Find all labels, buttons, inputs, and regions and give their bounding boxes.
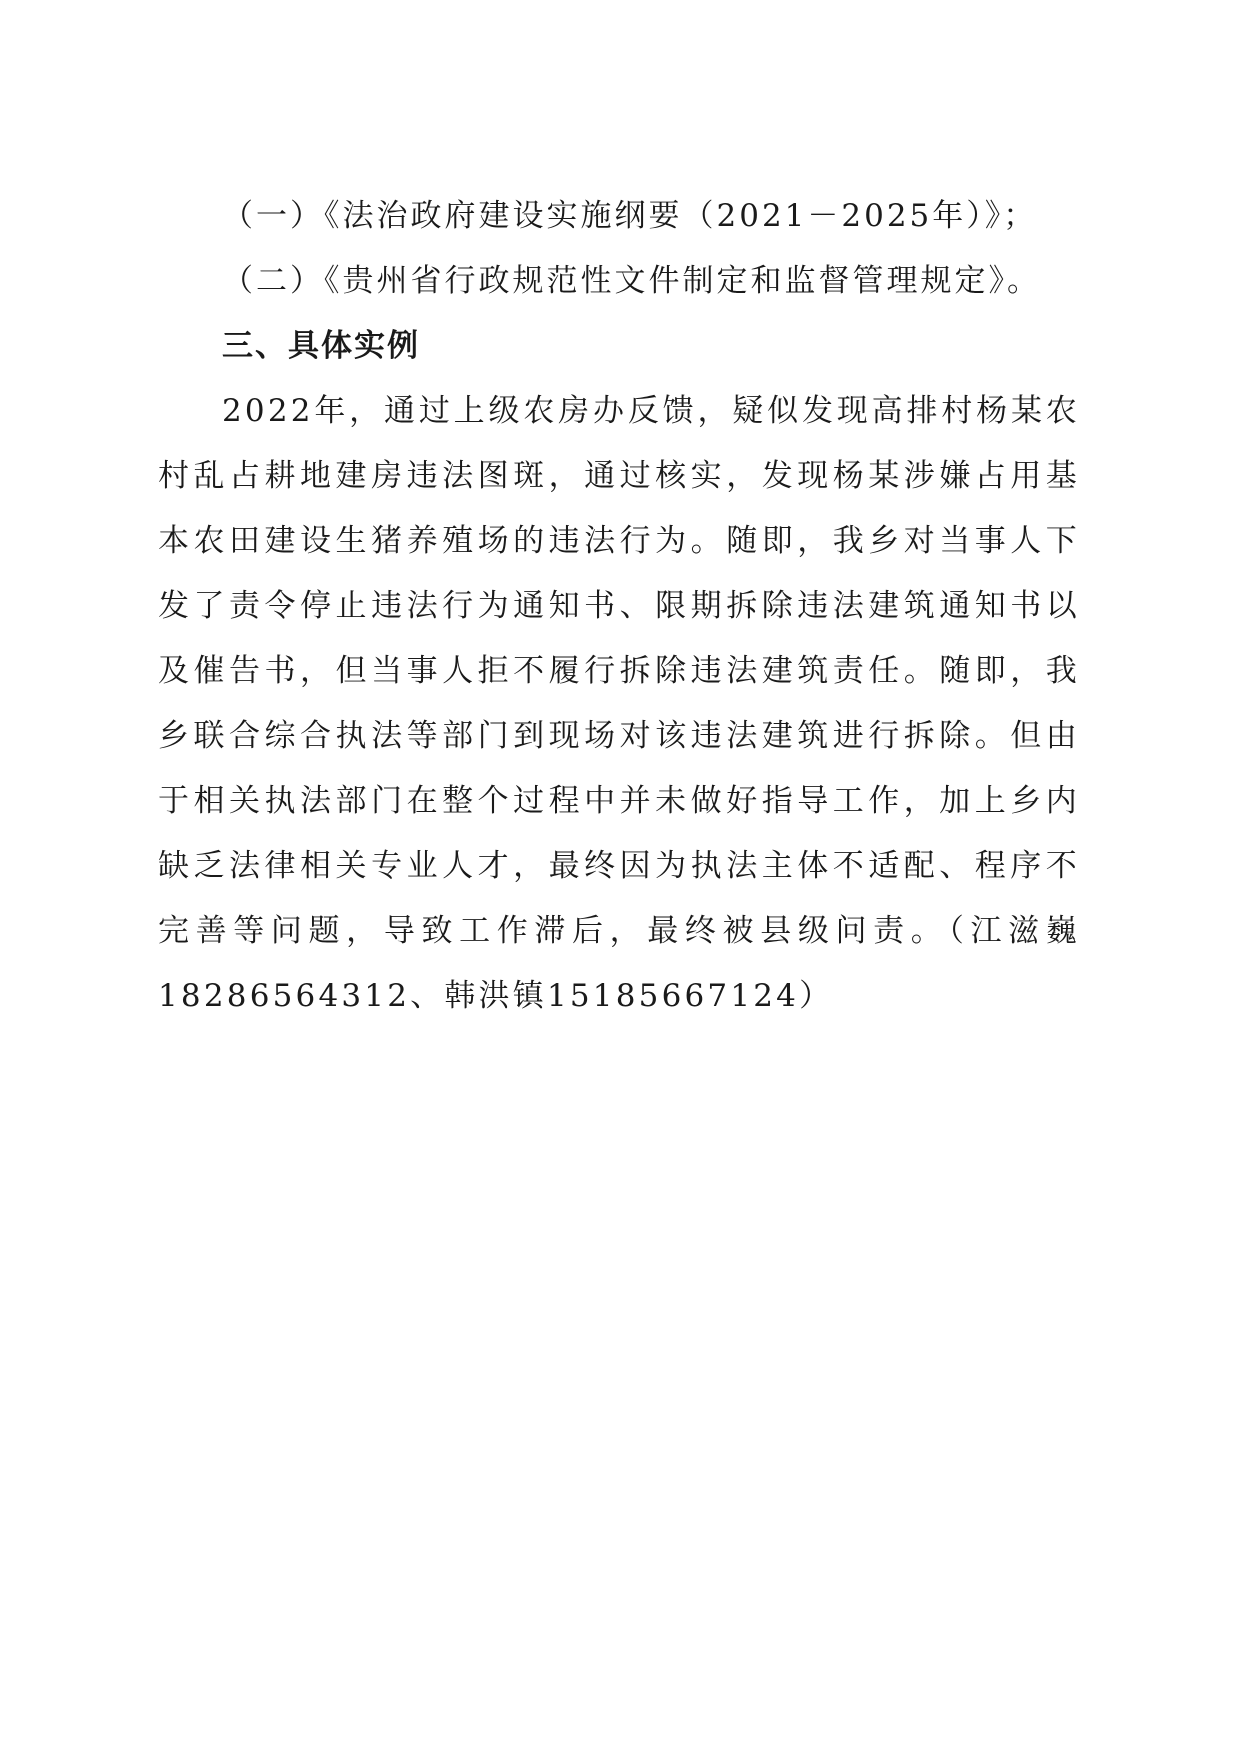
reference-item-2: （二）《贵州省行政规范性文件制定和监督管理规定》。: [222, 263, 1041, 299]
reference-item-1: （一）《法治政府建设实施纲要（2021－2025年）》；: [222, 198, 1038, 234]
example-paragraph: 2022年，通过上级农房办反馈，疑似发现高排村杨某农村乱占耕地建房违法图斑，通过核实，发现杨某涉嫌占用基本农田建设生猪养殖场的违法行为。随即，我乡对当事人下发了责令停止违法行为通知书、限期拆除违法建筑通知书以及催告书，但当事人拒不履行拆除违法建筑责任。随即，我乡联合综合执法等部门到现场对该违法建筑进行拆除。但由于相关执法部门在整个过程中并未做好指导工作，加上乡内缺乏法律相关专业人才，最终因为执法主体不适配、程序不完善等问题，导致工作滞后，最终被县级问责。（江滋巍18286564312、韩洪镇15185667124）: [158, 393, 1080, 1014]
section-heading: 三、具体实例: [222, 328, 420, 364]
